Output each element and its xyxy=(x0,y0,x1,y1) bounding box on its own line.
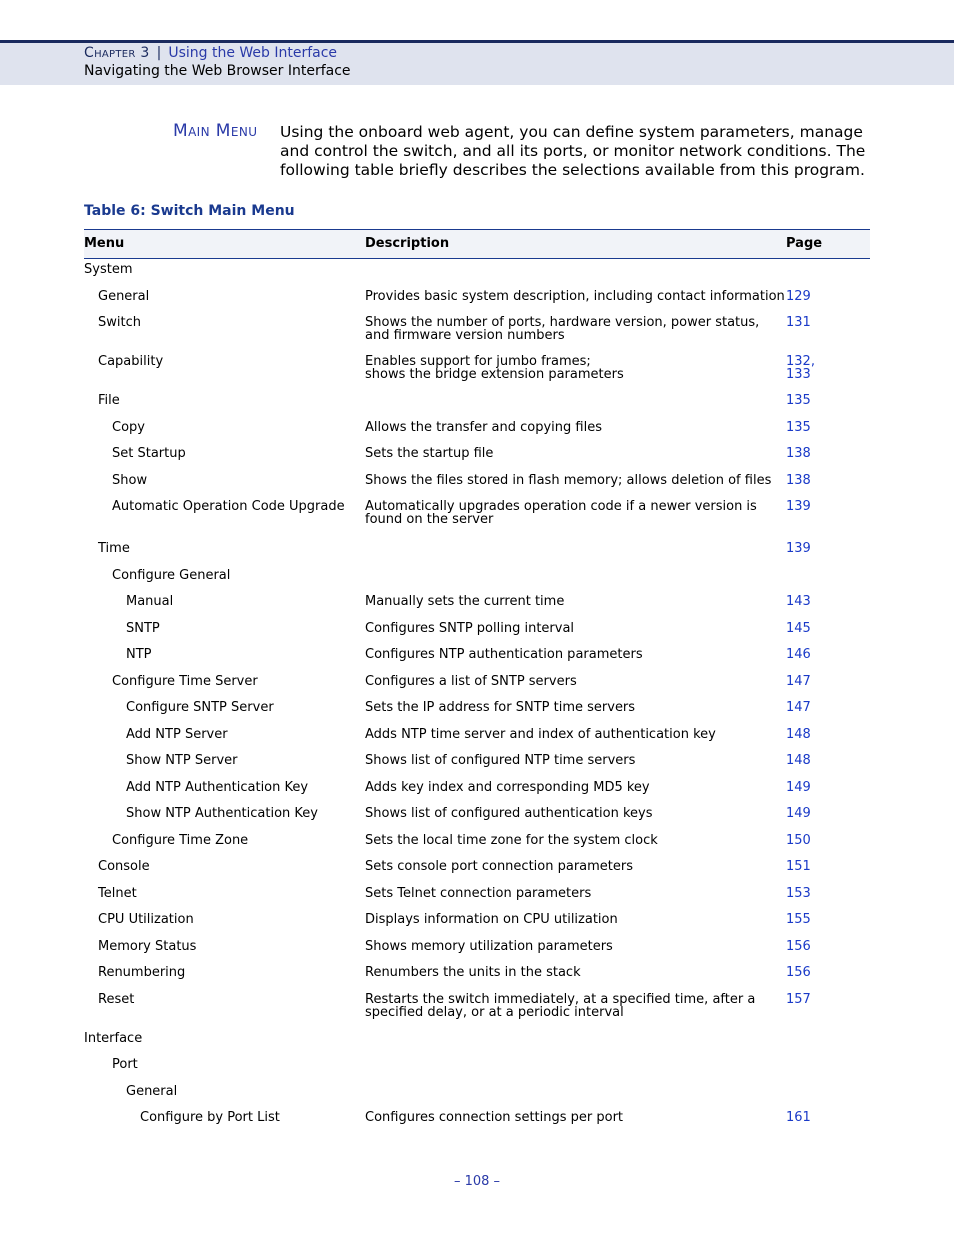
description-cell: Configures NTP authentication parameters xyxy=(365,647,643,662)
page-link[interactable]: 148 xyxy=(786,753,811,768)
description-cell: Restarts the switch immediately, at a specified time, after a specified delay, or at a periodic interval xyxy=(365,992,756,1020)
description-cell: Sets Telnet connection parameters xyxy=(365,886,592,901)
menu-cell: Reset xyxy=(98,992,135,1007)
menu-cell: SNTP xyxy=(126,621,160,636)
table-header xyxy=(84,229,870,259)
section-heading: Main Menu xyxy=(173,121,258,141)
menu-cell: General xyxy=(98,289,150,304)
menu-cell: Configure Time Server xyxy=(112,674,258,689)
column-header-description: Description xyxy=(365,236,450,251)
page-link[interactable]: 146 xyxy=(786,647,811,662)
menu-cell: Telnet xyxy=(98,886,137,901)
menu-cell: Renumbering xyxy=(98,965,186,980)
menu-cell: Automatic Operation Code Upgrade xyxy=(112,499,345,514)
menu-cell: Add NTP Server xyxy=(126,727,228,742)
page-link[interactable]: 132, 133 xyxy=(786,354,815,382)
menu-cell: Capability xyxy=(98,354,164,369)
description-cell: Adds key index and corresponding MD5 key xyxy=(365,780,650,795)
menu-cell: Switch xyxy=(98,315,141,330)
page-link[interactable]: 135 xyxy=(786,420,811,435)
menu-cell: Set Startup xyxy=(112,446,186,461)
chapter-label: Chapter 3 xyxy=(84,45,150,61)
page-link[interactable]: 150 xyxy=(786,833,811,848)
menu-cell: Port xyxy=(112,1057,138,1072)
page-link[interactable]: 131 xyxy=(786,315,811,330)
page-link[interactable]: 139 xyxy=(786,499,811,514)
menu-cell: Configure by Port List xyxy=(140,1110,280,1125)
table-caption: Table 6: Switch Main Menu xyxy=(84,203,295,219)
page-link[interactable]: 138 xyxy=(786,446,811,461)
page-link[interactable]: 148 xyxy=(786,727,811,742)
menu-cell: CPU Utilization xyxy=(98,912,194,927)
description-cell: Configures connection settings per port xyxy=(365,1110,624,1125)
menu-cell: Configure Time Zone xyxy=(112,833,249,848)
page-link[interactable]: 157 xyxy=(786,992,811,1007)
menu-cell: Time xyxy=(98,541,130,556)
menu-cell: Show NTP Server xyxy=(126,753,238,768)
menu-cell: File xyxy=(98,393,120,408)
menu-cell: Copy xyxy=(112,420,145,435)
page-link[interactable]: 155 xyxy=(786,912,811,927)
chapter-separator: | xyxy=(156,45,162,61)
section-title: Navigating the Web Browser Interface xyxy=(84,63,351,79)
page-link[interactable]: 153 xyxy=(786,886,811,901)
description-cell: Adds NTP time server and index of authentication key xyxy=(365,727,716,742)
page-link[interactable]: 145 xyxy=(786,621,811,636)
menu-cell: General xyxy=(126,1084,178,1099)
chapter-heading xyxy=(84,45,337,61)
page-link[interactable]: 149 xyxy=(786,806,811,821)
description-cell: Configures a list of SNTP servers xyxy=(365,674,577,689)
description-cell: Shows memory utilization parameters xyxy=(365,939,613,954)
menu-cell: Show NTP Authentication Key xyxy=(126,806,318,821)
description-cell: Sets the local time zone for the system clock xyxy=(365,833,658,848)
description-cell: Renumbers the units in the stack xyxy=(365,965,581,980)
description-cell: Shows the number of ports, hardware version, power status, and firmware version numbers xyxy=(365,315,760,343)
page-link[interactable]: 151 xyxy=(786,859,811,874)
intro-paragraph: Using the onboard web agent, you can define system parameters, manage and control the switch, and all its ports, or monitor network conditions. The following table briefly describes the selections available from this program. xyxy=(280,123,866,179)
description-cell: Automatically upgrades operation code if a newer version is found on the server xyxy=(365,499,757,527)
page-link[interactable]: 129 xyxy=(786,289,811,304)
page-link[interactable]: 149 xyxy=(786,780,811,795)
page-link[interactable]: 156 xyxy=(786,965,811,980)
page-link[interactable]: 147 xyxy=(786,674,811,689)
description-cell: Sets console port connection parameters xyxy=(365,859,634,874)
page-link[interactable]: 161 xyxy=(786,1110,811,1125)
description-cell: Shows list of configured authentication keys xyxy=(365,806,653,821)
chapter-title: Using the Web Interface xyxy=(168,45,338,61)
page-link[interactable]: 156 xyxy=(786,939,811,954)
page-link[interactable]: 147 xyxy=(786,700,811,715)
page-link[interactable]: 139 xyxy=(786,541,811,556)
column-header-menu: Menu xyxy=(84,236,125,251)
description-cell: Displays information on CPU utilization xyxy=(365,912,618,927)
menu-cell: Manual xyxy=(126,594,174,609)
page-link[interactable]: 138 xyxy=(786,473,811,488)
menu-cell: NTP xyxy=(126,647,152,662)
description-cell: Shows the files stored in flash memory; allows deletion of files xyxy=(365,473,772,488)
menu-cell: Configure SNTP Server xyxy=(126,700,274,715)
menu-cell: Add NTP Authentication Key xyxy=(126,780,309,795)
page-link[interactable]: 143 xyxy=(786,594,811,609)
description-cell: Provides basic system description, including contact information xyxy=(365,289,785,304)
description-cell: Allows the transfer and copying files xyxy=(365,420,602,435)
menu-cell: System xyxy=(84,262,133,277)
page-number: – 108 – xyxy=(453,1174,501,1189)
description-cell: Shows list of configured NTP time servers xyxy=(365,753,636,768)
description-cell: Enables support for jumbo frames; shows the bridge extension parameters xyxy=(365,354,624,382)
description-cell: Sets the startup file xyxy=(365,446,494,461)
menu-cell: Show xyxy=(112,473,148,488)
menu-cell: Configure General xyxy=(112,568,231,583)
column-header-page: Page xyxy=(786,236,823,251)
menu-cell: Memory Status xyxy=(98,939,197,954)
description-cell: Manually sets the current time xyxy=(365,594,565,609)
description-cell: Configures SNTP polling interval xyxy=(365,621,575,636)
menu-cell: Interface xyxy=(84,1031,143,1046)
page-link[interactable]: 135 xyxy=(786,393,811,408)
menu-cell: Console xyxy=(98,859,150,874)
description-cell: Sets the IP address for SNTP time servers xyxy=(365,700,636,715)
